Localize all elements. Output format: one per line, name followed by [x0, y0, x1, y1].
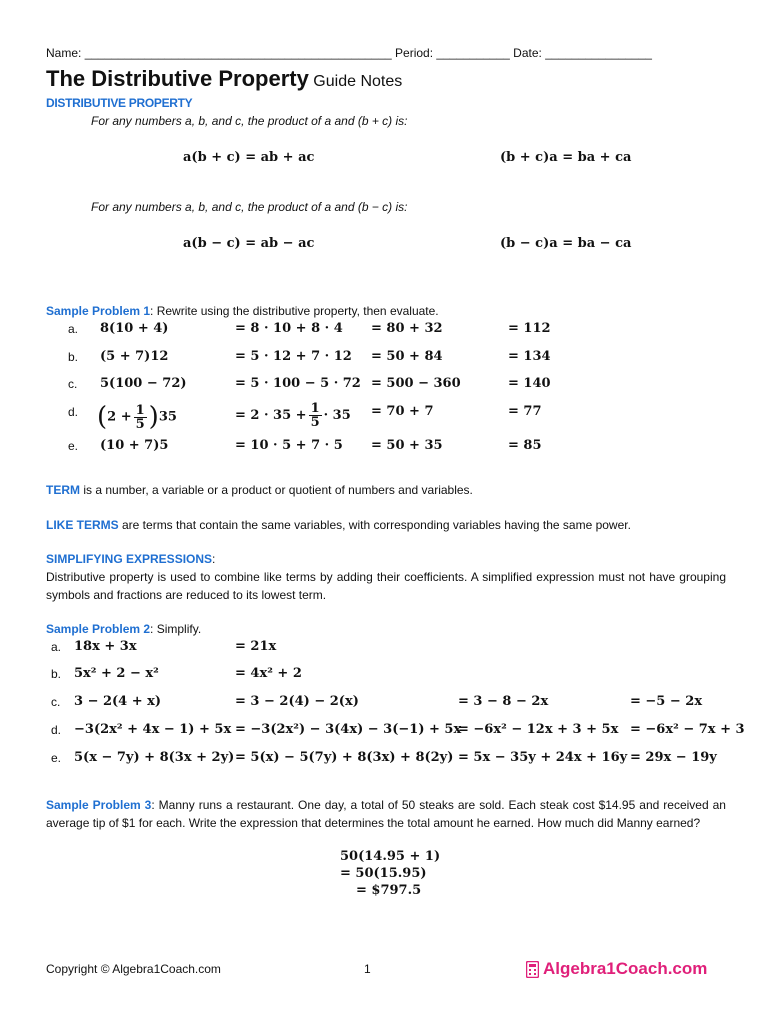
sample1-instruction: : Rewrite using the distributive property, then evaluate. — [150, 304, 439, 318]
s2-step2-e: = 5x − 35y + 24x + 16y — [458, 750, 628, 765]
s2-step1-c: = 3 − 2(4) − 2(x) — [235, 694, 359, 709]
sample1-heading: Sample Problem 1 — [46, 304, 151, 318]
s2-expr-b: 5x² + 2 − x² — [74, 666, 159, 681]
term-heading: TERM — [46, 483, 80, 497]
s1-step1-a: = 8 · 10 + 8 · 4 — [235, 321, 343, 336]
s1-label-a: a. — [68, 322, 79, 336]
name-label: Name: — [46, 46, 82, 60]
logo — [526, 959, 707, 979]
s2-step1-b: = 4x² + 2 — [235, 666, 302, 681]
s1-label-b: b. — [68, 350, 79, 364]
s1-step2-b: = 50 + 84 — [371, 349, 443, 364]
minus-left-formula: a(b − c) = ab − ac — [183, 236, 315, 251]
s2-result-e: = 29x − 19y — [630, 750, 717, 765]
sample1-header — [46, 304, 439, 318]
sample3-line2: = 50(15.95) — [340, 866, 427, 881]
like-terms-heading: LIKE TERMS — [46, 518, 119, 532]
s2-result-c: = −5 − 2x — [630, 694, 703, 709]
s1-step2-a: = 80 + 32 — [371, 321, 443, 336]
minus-intro: For any numbers a, b, and c, the product of a and (b − c) is: — [91, 200, 408, 214]
fraction-denominator: 5 — [135, 416, 145, 432]
sample3-line1: 50(14.95 + 1) — [340, 849, 441, 864]
s1-step1-b: = 5 · 12 + 7 · 12 — [235, 349, 352, 364]
paren-open: ( — [97, 402, 108, 432]
simplifying-heading: SIMPLIFYING EXPRESSIONS — [46, 552, 213, 566]
s1-expr-d — [97, 402, 177, 432]
s2-label-c: c. — [51, 695, 61, 709]
fraction — [134, 404, 147, 431]
fraction-numerator: 1 — [310, 401, 320, 416]
distributive-heading: DISTRIBUTIVE PROPERTY — [46, 96, 193, 110]
s1-expr-d-pre: 2 + — [107, 409, 132, 425]
plus-left-formula: a(b + c) = ab + ac — [183, 150, 315, 165]
s2-expr-a: 18x + 3x — [74, 639, 137, 654]
sample2-instruction: : Simplify. — [150, 622, 202, 636]
s2-step2-c: = 3 − 8 − 2x — [458, 694, 549, 709]
s1-result-d: = 77 — [508, 404, 542, 419]
s1-step1-c: = 5 · 100 − 5 · 72 — [235, 376, 361, 391]
s2-label-a: a. — [51, 640, 62, 654]
plus-right-formula: (b + c)a = ba + ca — [500, 150, 632, 165]
s1-result-a: = 112 — [508, 321, 551, 336]
simplifying-colon: : — [212, 552, 216, 566]
paren-close: ) — [148, 402, 159, 432]
s1-step1-e: = 10 · 5 + 7 · 5 — [235, 438, 343, 453]
plus-intro: For any numbers a, b, and c, the product of a and (b + c) is: — [91, 114, 408, 128]
title-main: The Distributive Property — [46, 66, 309, 91]
s1-result-c: = 140 — [508, 376, 551, 391]
s2-label-e: e. — [51, 751, 62, 765]
s2-step1-e: = 5(x) − 5(7y) + 8(3x) + 8(2y) — [235, 750, 454, 765]
minus-right-formula: (b − c)a = ba − ca — [500, 236, 632, 251]
sample3-heading: Sample Problem 3 — [46, 798, 152, 812]
s1-step2-c: = 500 − 360 — [371, 376, 461, 391]
s2-step1-d: = −3(2x²) − 3(4x) − 3(−1) + 5x — [235, 722, 462, 737]
s1-expr-a: 8(10 + 4) — [100, 321, 169, 336]
page-title — [46, 66, 402, 92]
s1-label-e: e. — [68, 439, 79, 453]
s2-step1-a: = 21x — [235, 639, 277, 654]
s1-step2-e: = 50 + 35 — [371, 438, 443, 453]
period-field[interactable]: ___________ — [436, 46, 510, 60]
s1-step1-d-post: · 35 — [323, 408, 351, 423]
like-terms-text: are terms that contain the same variables, with corresponding variables having the same power. — [118, 518, 631, 532]
s2-expr-e: 5(x − 7y) + 8(3x + 2y) — [74, 750, 235, 765]
s2-label-b: b. — [51, 667, 62, 681]
s2-result-d: = −6x² − 7x + 3 — [630, 722, 745, 737]
copyright: Copyright © Algebra1Coach.com — [46, 962, 221, 976]
title-sub: Guide Notes — [313, 73, 403, 90]
s1-expr-d-post: 35 — [158, 409, 177, 425]
name-field[interactable]: ______________________________________________ — [84, 46, 392, 60]
calculator-icon — [526, 961, 539, 978]
s1-step2-d: = 70 + 7 — [371, 404, 434, 419]
s1-expr-c: 5(100 − 72) — [100, 376, 187, 391]
period-label: Period: — [395, 46, 434, 60]
s2-step2-d: = −6x² − 12x + 3 + 5x — [458, 722, 619, 737]
sample2-heading: Sample Problem 2 — [46, 622, 151, 636]
s1-label-d: d. — [68, 405, 79, 419]
header-line — [46, 46, 652, 60]
date-field[interactable]: ________________ — [545, 46, 652, 60]
fraction — [309, 402, 322, 429]
fraction-numerator: 1 — [135, 402, 145, 418]
simplifying-text: Distributive property is used to combine like terms by adding their coefficients. A simplified expression must not have grouping symbols and fractions are reduced to its lowest term. — [46, 570, 726, 602]
simplifying-header — [46, 552, 215, 566]
like-terms-definition — [46, 518, 631, 532]
sample3-body: : Manny runs a restaurant. One day, a total of 50 steaks are sold. Each steak cost $14.95 and received an average tip of $1 for each. Write the expression that determines the total amount he earned. How much did Manny earned? — [46, 798, 726, 830]
fraction-denominator: 5 — [310, 415, 320, 430]
term-definition — [46, 483, 473, 497]
s1-expr-e: (10 + 7)5 — [100, 438, 169, 453]
sample2-header — [46, 622, 201, 636]
logo-text: Algebra1Coach.com — [543, 959, 708, 978]
s1-step1-d-pre: = 2 · 35 + — [235, 408, 307, 423]
s2-expr-d: −3(2x² + 4x − 1) + 5x — [74, 722, 232, 737]
s1-label-c: c. — [68, 377, 78, 391]
s1-expr-b: (5 + 7)12 — [100, 349, 169, 364]
s2-label-d: d. — [51, 723, 62, 737]
term-text: is a number, a variable or a product or quotient of numbers and variables. — [80, 483, 473, 497]
sample3-line3: = $797.5 — [356, 883, 422, 898]
s1-step1-d — [235, 402, 351, 429]
sample3-text — [46, 796, 726, 832]
date-label: Date: — [513, 46, 542, 60]
page-number: 1 — [364, 962, 371, 976]
s2-expr-c: 3 − 2(4 + x) — [74, 694, 162, 709]
s1-result-b: = 134 — [508, 349, 551, 364]
s1-result-e: = 85 — [508, 438, 542, 453]
